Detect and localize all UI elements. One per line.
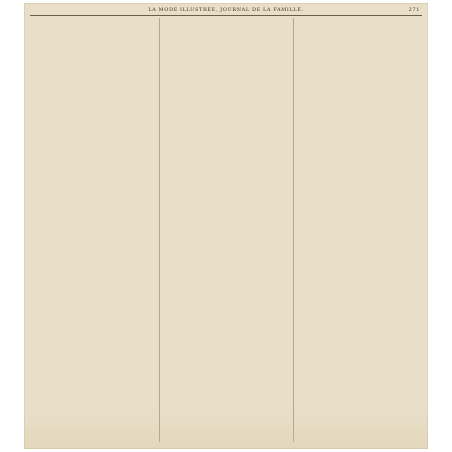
column-separator xyxy=(159,18,160,442)
text-column-middle xyxy=(164,17,288,443)
header-rule xyxy=(30,15,422,16)
running-title: LA MODE ILLUSTRÉE, JOURNAL DE LA FAMILLE. xyxy=(148,7,304,13)
page-number: 271 xyxy=(408,7,420,13)
newspaper-page xyxy=(24,3,428,449)
text-column-left xyxy=(30,17,154,443)
text-column-right xyxy=(298,17,422,443)
column-separator xyxy=(293,18,294,442)
